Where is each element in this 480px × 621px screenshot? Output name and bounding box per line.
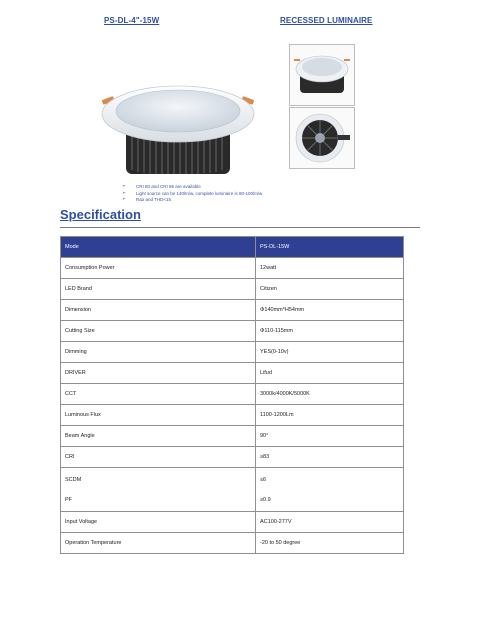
- row-label: Dimming: [61, 342, 256, 363]
- row-label: Consumption Power: [61, 258, 256, 279]
- row-label: Operation Temperature: [61, 533, 256, 554]
- row-label: Input Voltage: [61, 512, 256, 533]
- row-label: Dimension: [61, 300, 256, 321]
- table-row: [61, 405, 404, 426]
- table-row: [61, 321, 404, 342]
- header-value-cell: PS-DL-15W: [256, 237, 404, 258]
- row-value: Φ140mm*H54mm: [256, 300, 404, 321]
- row-value: ≥83: [256, 447, 404, 468]
- thumbnail-back-view: [289, 107, 355, 169]
- table-row: [61, 279, 404, 300]
- table-row: [61, 447, 404, 468]
- table-row: [61, 384, 404, 405]
- feature-item: ➢ Ra≥ and THD<15: [122, 197, 262, 204]
- row-value: Φ110-115mm: [256, 321, 404, 342]
- row-value: YES(0-10v): [256, 342, 404, 363]
- table-row: [61, 533, 404, 554]
- downlight-product-image: [96, 78, 260, 188]
- row-label: Beam Angle: [61, 426, 256, 447]
- row-label: DRIVER: [61, 363, 256, 384]
- row-value: [256, 468, 404, 512]
- row-label: LED Brand: [61, 279, 256, 300]
- header-model-code: PS-DL-4"-15W: [104, 16, 160, 25]
- row-value: AC100-277V: [256, 512, 404, 533]
- table-row: [61, 468, 404, 512]
- thumbnail-front-view: [289, 44, 355, 106]
- feature-item: ➢ Light source can be 140lm/w, complete luminaire is 80-100lm/w: [122, 191, 262, 198]
- row-value: 12watt: [256, 258, 404, 279]
- row-label: [61, 468, 256, 512]
- header-label-cell: Mode: [61, 237, 256, 258]
- spec-table: [60, 236, 404, 554]
- row-label: Cutting Size: [61, 321, 256, 342]
- row-value-primary: ≤6: [260, 476, 267, 483]
- row-value: Lifud: [256, 363, 404, 384]
- table-header-row: [61, 237, 404, 258]
- row-value: 1100-1200Lm: [256, 405, 404, 426]
- row-value-secondary: ≥0.9: [260, 496, 271, 503]
- row-value: 90°: [256, 426, 404, 447]
- row-label-secondary: PF: [65, 496, 73, 503]
- table-row: [61, 258, 404, 279]
- row-label-primary: SCDM: [65, 476, 82, 483]
- table-row: [61, 363, 404, 384]
- section-title: Specification: [60, 207, 141, 222]
- downlight-front-icon: [290, 45, 354, 105]
- table-row: [61, 300, 404, 321]
- row-value: -20 to 50 degree: [256, 533, 404, 554]
- section-divider: [60, 227, 420, 228]
- header-category: RECESSED LUMINAIRE: [280, 16, 373, 25]
- table-row: [61, 342, 404, 363]
- row-label: Luminous Flux: [61, 405, 256, 426]
- table-row: [61, 512, 404, 533]
- downlight-heatsink-icon: [290, 108, 354, 168]
- row-label: CCT: [61, 384, 256, 405]
- row-value: Citizen: [256, 279, 404, 300]
- feature-item: ➢ CRI 80 and CRI 95 are available: [122, 184, 262, 191]
- row-label: CRI: [61, 447, 256, 468]
- feature-list: [122, 184, 262, 204]
- table-row: [61, 426, 404, 447]
- row-value: 3000k/4000K/5000K: [256, 384, 404, 405]
